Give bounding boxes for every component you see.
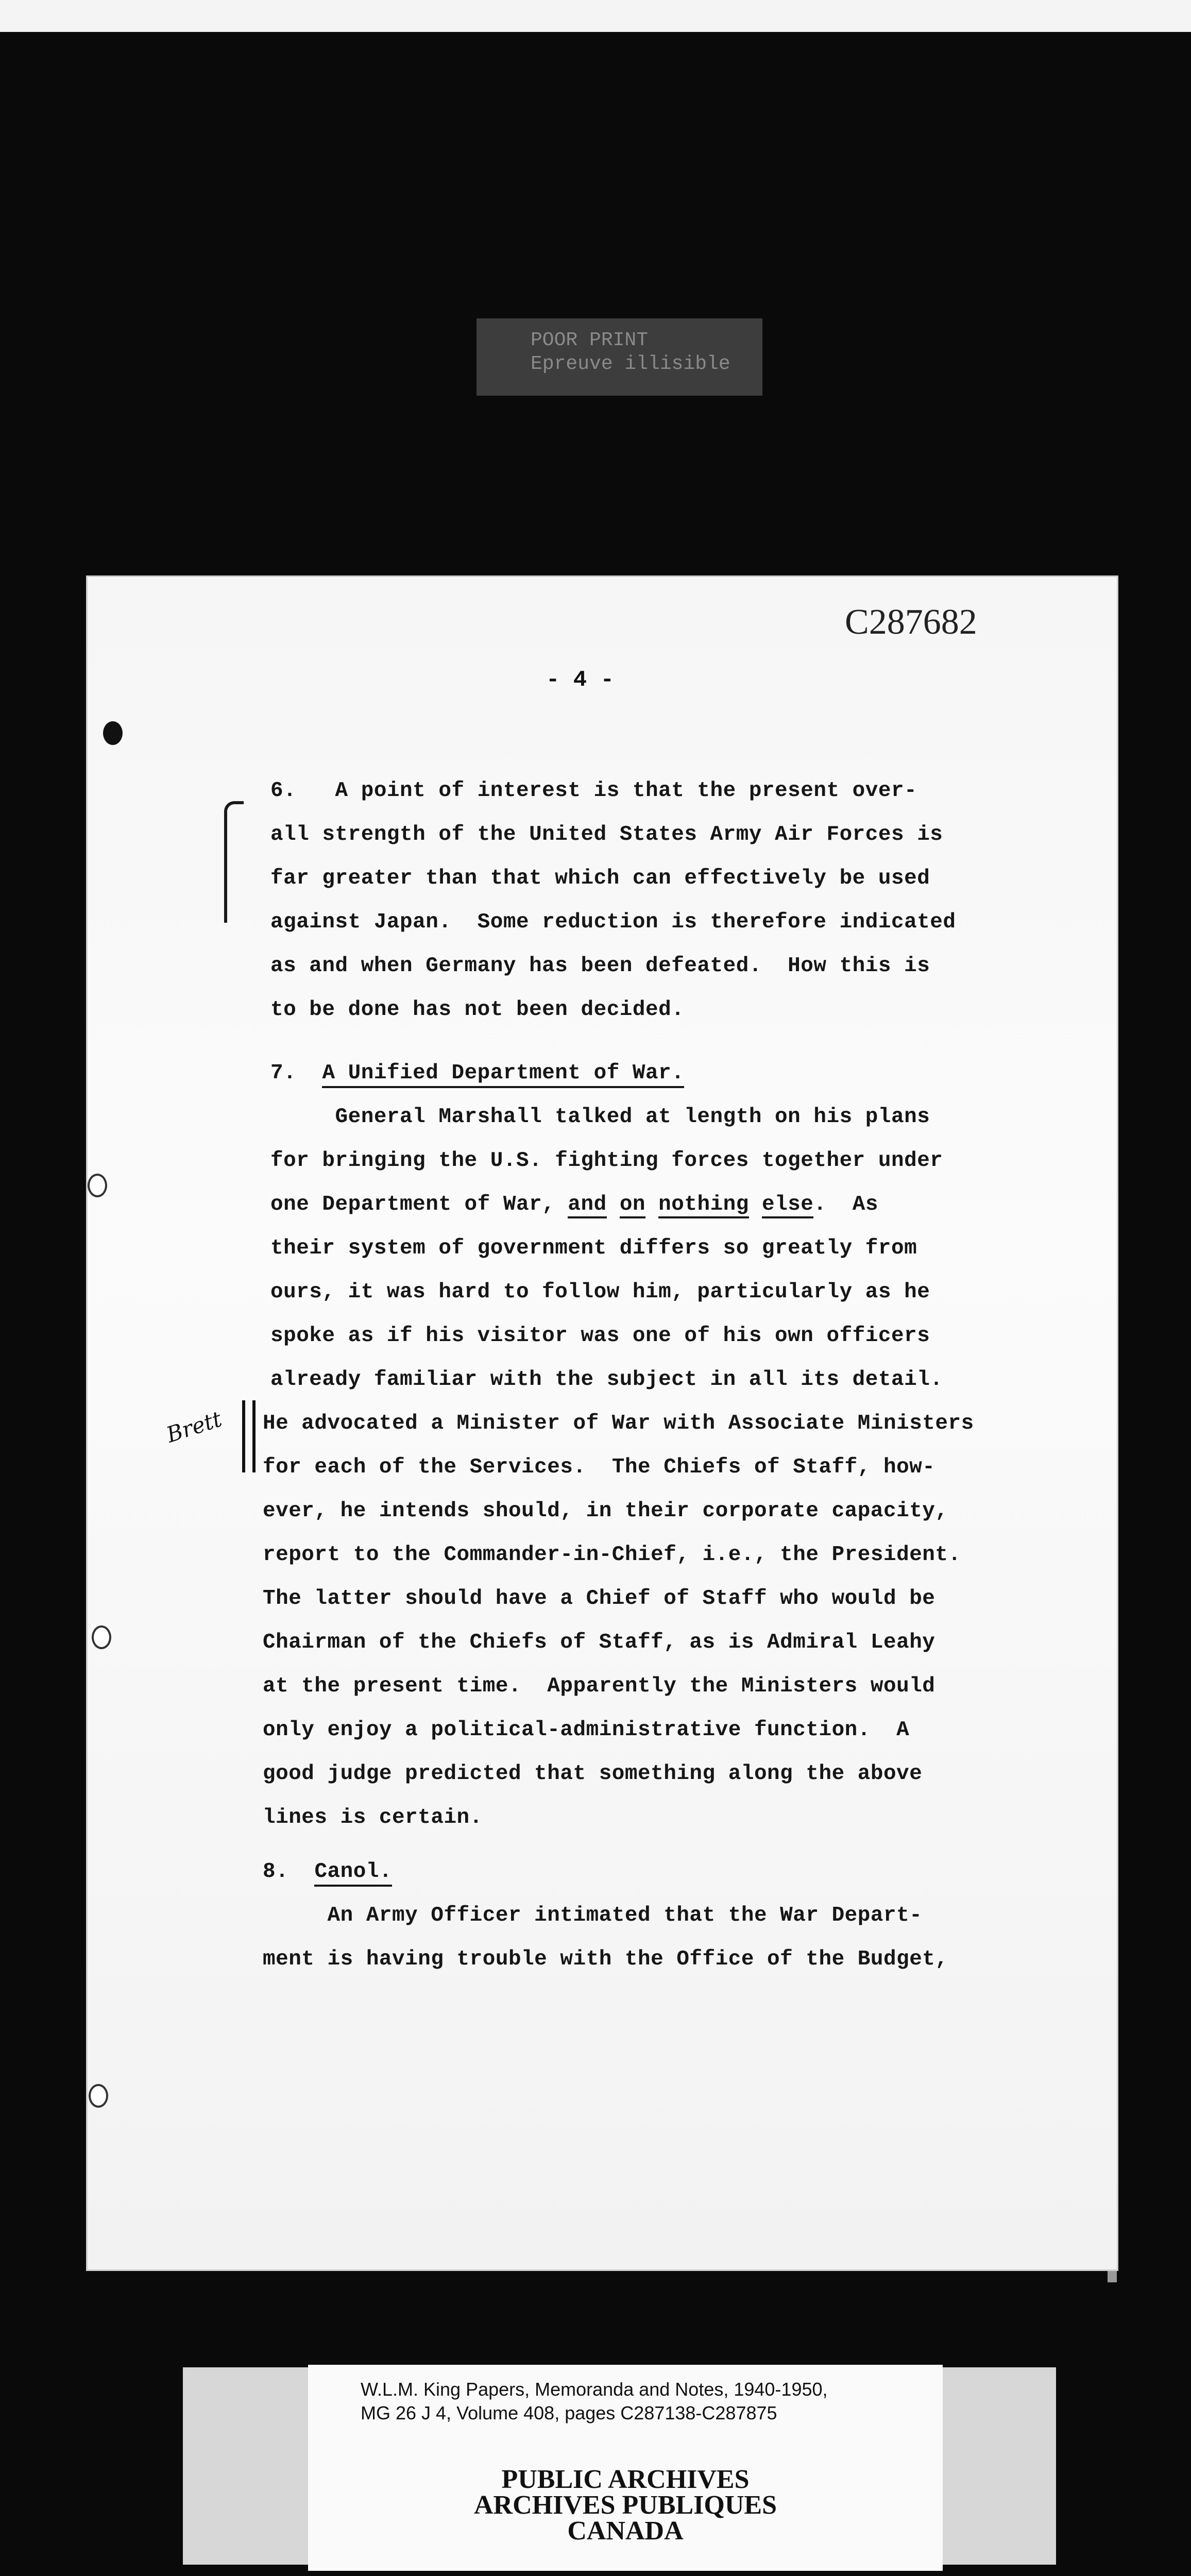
text-line: The latter should have a Chief of Staff who would be: [263, 1587, 935, 1611]
reference-line: W.L.M. King Papers, Memoranda and Notes, 1940-1950,: [361, 2379, 828, 2400]
text-segment: one Department of War,: [270, 1193, 568, 1216]
text-line: as and when Germany has been defeated. How this is: [270, 954, 930, 978]
punch-hole: [103, 721, 123, 745]
underlined-word: on: [620, 1193, 645, 1218]
text-line: only enjoy a political-administrative function. A: [263, 1718, 910, 1742]
underlined-word: and: [568, 1193, 606, 1218]
archive-name-en: PUBLIC ARCHIVES: [501, 2465, 750, 2494]
text-line: all strength of the United States Army Air Forces is: [270, 823, 943, 846]
punch-hole: [89, 2084, 108, 2108]
text-line: for each of the Services. The Chiefs of Staff, how-: [263, 1455, 935, 1479]
margin-bar-mark: [252, 1400, 256, 1472]
text-line: far greater than that which can effectively be used: [270, 867, 930, 890]
text-line: against Japan. Some reduction is therefore indicated: [270, 910, 956, 934]
text-line: ment is having trouble with the Office of the Budget,: [263, 1947, 948, 1971]
margin-bracket-mark: [224, 801, 244, 923]
text-line: ever, he intends should, in their corporate capacity,: [263, 1499, 948, 1523]
scan-top-strip: [0, 0, 1191, 32]
punch-hole: [92, 1625, 111, 1649]
text-line: report to the Commander-in-Chief, i.e., the President.: [263, 1543, 961, 1567]
reference-line: MG 26 J 4, Volume 408, pages C287138-C287875: [361, 2402, 777, 2424]
poor-print-stamp: [477, 318, 762, 396]
section-number: 8.: [263, 1860, 289, 1884]
archive-reference: [361, 2378, 927, 2425]
section-title: Canol.: [314, 1860, 392, 1887]
underlined-word: else: [762, 1193, 813, 1218]
text-line: their system of government differs so greatly from: [270, 1236, 917, 1260]
archive-country: CANADA: [567, 2516, 684, 2546]
underlined-word: nothing: [658, 1193, 749, 1218]
text-line: good judge predicted that something along the above: [263, 1762, 923, 1786]
section-title: A Unified Department of War.: [322, 1061, 684, 1088]
margin-bar-mark: [242, 1400, 245, 1472]
text-line: General Marshall talked at length on his plans: [270, 1105, 930, 1129]
section-number: 7.: [270, 1061, 297, 1085]
text-line: [270, 1193, 878, 1216]
section-heading: [270, 1061, 684, 1085]
text-line: at the present time. Apparently the Ministers would: [263, 1674, 935, 1698]
text-segment: . As: [813, 1193, 878, 1216]
section-heading: [263, 1860, 392, 1884]
poor-print-label: POOR PRINT: [531, 329, 649, 351]
text-line: Chairman of the Chiefs of Staff, as is Admiral Leahy: [263, 1631, 935, 1654]
poor-print-label-fr: Epreuve illisible: [531, 353, 730, 375]
text-line: spoke as if his visitor was one of his own officers: [270, 1324, 930, 1348]
text-line: He advocated a Minister of War with Associate Ministers: [263, 1412, 974, 1435]
archive-number: C287682: [845, 602, 977, 642]
text-line: ours, it was hard to follow him, particularly as he: [270, 1280, 930, 1304]
text-line: to be done has not been decided.: [270, 998, 685, 1022]
archive-name-fr: ARCHIVES PUBLIQUES: [473, 2490, 777, 2520]
handwritten-margin-note: Brett: [163, 1406, 225, 1448]
text-line: already familiar with the subject in all its detail.: [270, 1368, 943, 1392]
text-line: An Army Officer intimated that the War Depart-: [263, 1904, 923, 1927]
text-line: for bringing the U.S. fighting forces together under: [270, 1149, 943, 1173]
text-line: 6. A point of interest is that the present over-: [270, 779, 917, 803]
punch-hole: [88, 1174, 107, 1197]
text-line: lines is certain.: [263, 1806, 483, 1829]
page-number: - 4 -: [546, 667, 615, 693]
